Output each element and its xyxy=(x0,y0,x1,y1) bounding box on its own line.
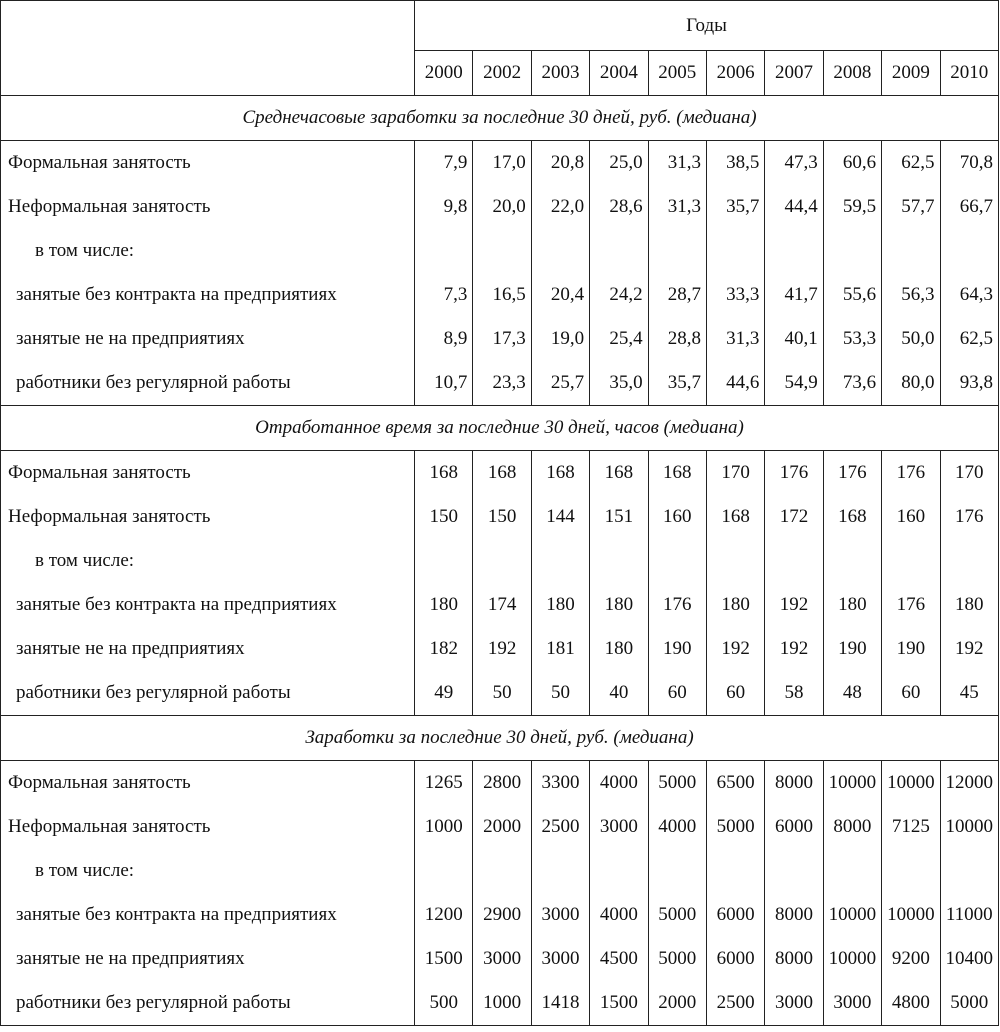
value-cell: 54,9 xyxy=(765,361,823,406)
value-cell: 17,3 xyxy=(473,317,531,361)
value-cell xyxy=(823,849,881,893)
value-cell xyxy=(473,229,531,273)
value-cell: 8,9 xyxy=(415,317,473,361)
row-label: работники без регулярной работы xyxy=(1,361,415,406)
value-cell: 20,4 xyxy=(531,273,589,317)
value-cell: 38,5 xyxy=(706,141,764,186)
table-row xyxy=(1,185,999,229)
value-cell: 53,3 xyxy=(823,317,881,361)
value-cell: 6500 xyxy=(706,761,764,806)
table-row xyxy=(1,317,999,361)
year-header-2000: 2000 xyxy=(415,51,473,96)
value-cell: 3000 xyxy=(531,893,589,937)
value-cell: 172 xyxy=(765,495,823,539)
value-cell: 1418 xyxy=(531,981,589,1026)
value-cell: 168 xyxy=(706,495,764,539)
row-label: занятые без контракта на предприятиях xyxy=(1,583,415,627)
value-cell: 180 xyxy=(706,583,764,627)
value-cell: 176 xyxy=(882,451,940,496)
row-label: занятые без контракта на предприятиях xyxy=(1,273,415,317)
value-cell: 192 xyxy=(765,627,823,671)
value-cell: 33,3 xyxy=(706,273,764,317)
value-cell: 150 xyxy=(415,495,473,539)
value-cell xyxy=(823,229,881,273)
value-cell: 64,3 xyxy=(940,273,999,317)
value-cell: 2000 xyxy=(648,981,706,1026)
value-cell xyxy=(531,849,589,893)
year-header-2009: 2009 xyxy=(882,51,940,96)
value-cell: 60,6 xyxy=(823,141,881,186)
value-cell: 35,0 xyxy=(590,361,648,406)
value-cell: 192 xyxy=(765,583,823,627)
value-cell: 190 xyxy=(648,627,706,671)
value-cell: 73,6 xyxy=(823,361,881,406)
value-cell: 176 xyxy=(940,495,999,539)
section-header-row xyxy=(1,406,999,451)
value-cell xyxy=(706,849,764,893)
value-cell: 25,4 xyxy=(590,317,648,361)
value-cell: 2500 xyxy=(531,805,589,849)
value-cell: 60 xyxy=(882,671,940,716)
value-cell: 56,3 xyxy=(882,273,940,317)
value-cell xyxy=(882,849,940,893)
value-cell xyxy=(706,229,764,273)
value-cell: 20,8 xyxy=(531,141,589,186)
value-cell: 60 xyxy=(706,671,764,716)
row-label: работники без регулярной работы xyxy=(1,671,415,716)
row-label: Неформальная занятость xyxy=(1,805,415,849)
value-cell: 23,3 xyxy=(473,361,531,406)
value-cell: 10000 xyxy=(823,761,881,806)
value-cell xyxy=(415,539,473,583)
value-cell: 1500 xyxy=(415,937,473,981)
value-cell: 28,7 xyxy=(648,273,706,317)
value-cell xyxy=(531,229,589,273)
value-cell: 2900 xyxy=(473,893,531,937)
value-cell: 7125 xyxy=(882,805,940,849)
value-cell: 40,1 xyxy=(765,317,823,361)
table-row xyxy=(1,937,999,981)
value-cell: 190 xyxy=(823,627,881,671)
year-header-2006: 2006 xyxy=(706,51,764,96)
value-cell: 180 xyxy=(590,583,648,627)
value-cell: 3000 xyxy=(823,981,881,1026)
value-cell xyxy=(706,539,764,583)
value-cell: 10,7 xyxy=(415,361,473,406)
value-cell: 1000 xyxy=(415,805,473,849)
year-header-2008: 2008 xyxy=(823,51,881,96)
value-cell: 6000 xyxy=(706,937,764,981)
value-cell: 170 xyxy=(940,451,999,496)
value-cell: 28,8 xyxy=(648,317,706,361)
row-label: в том числе: xyxy=(1,849,415,893)
value-cell: 10000 xyxy=(940,805,999,849)
value-cell: 62,5 xyxy=(940,317,999,361)
value-cell: 151 xyxy=(590,495,648,539)
value-cell: 8000 xyxy=(823,805,881,849)
value-cell: 17,0 xyxy=(473,141,531,186)
value-cell: 47,3 xyxy=(765,141,823,186)
section-header-row xyxy=(1,716,999,761)
value-cell xyxy=(415,849,473,893)
value-cell: 192 xyxy=(940,627,999,671)
row-label: Формальная занятость xyxy=(1,761,415,806)
value-cell: 49 xyxy=(415,671,473,716)
value-cell: 2000 xyxy=(473,805,531,849)
value-cell: 3000 xyxy=(531,937,589,981)
value-cell: 3300 xyxy=(531,761,589,806)
value-cell: 1000 xyxy=(473,981,531,1026)
value-cell: 25,7 xyxy=(531,361,589,406)
value-cell xyxy=(882,229,940,273)
value-cell: 25,0 xyxy=(590,141,648,186)
value-cell: 16,5 xyxy=(473,273,531,317)
table-row xyxy=(1,451,999,496)
section-title: Среднечасовые заработки за последние 30 дней, руб. (медиана) xyxy=(1,96,999,141)
value-cell: 168 xyxy=(415,451,473,496)
value-cell: 1200 xyxy=(415,893,473,937)
value-cell: 150 xyxy=(473,495,531,539)
value-cell: 5000 xyxy=(940,981,999,1026)
value-cell: 144 xyxy=(531,495,589,539)
value-cell: 7,9 xyxy=(415,141,473,186)
table-row xyxy=(1,805,999,849)
value-cell: 8000 xyxy=(765,893,823,937)
value-cell: 10000 xyxy=(882,761,940,806)
value-cell xyxy=(648,539,706,583)
value-cell: 70,8 xyxy=(940,141,999,186)
year-header-2010: 2010 xyxy=(940,51,999,96)
value-cell: 10400 xyxy=(940,937,999,981)
value-cell xyxy=(940,849,999,893)
row-label: Неформальная занятость xyxy=(1,495,415,539)
table-row xyxy=(1,981,999,1026)
section-header-row xyxy=(1,96,999,141)
value-cell: 176 xyxy=(823,451,881,496)
value-cell: 45 xyxy=(940,671,999,716)
value-cell: 31,3 xyxy=(648,141,706,186)
value-cell: 44,6 xyxy=(706,361,764,406)
value-cell: 2500 xyxy=(706,981,764,1026)
value-cell: 50 xyxy=(531,671,589,716)
table-row xyxy=(1,849,999,893)
value-cell: 168 xyxy=(823,495,881,539)
value-cell xyxy=(473,539,531,583)
value-cell xyxy=(531,539,589,583)
value-cell xyxy=(940,229,999,273)
value-cell: 4000 xyxy=(590,893,648,937)
row-label: занятые не на предприятиях xyxy=(1,627,415,671)
section-title: Заработки за последние 30 дней, руб. (медиана) xyxy=(1,716,999,761)
value-cell: 6000 xyxy=(706,893,764,937)
value-cell: 3000 xyxy=(765,981,823,1026)
value-cell: 57,7 xyxy=(882,185,940,229)
value-cell: 5000 xyxy=(648,761,706,806)
value-cell xyxy=(473,849,531,893)
value-cell: 168 xyxy=(590,451,648,496)
value-cell xyxy=(882,539,940,583)
table-body xyxy=(1,96,999,1026)
value-cell: 182 xyxy=(415,627,473,671)
value-cell: 4000 xyxy=(590,761,648,806)
value-cell: 10000 xyxy=(823,893,881,937)
value-cell: 50 xyxy=(473,671,531,716)
value-cell xyxy=(590,229,648,273)
row-label: в том числе: xyxy=(1,229,415,273)
value-cell: 170 xyxy=(706,451,764,496)
value-cell xyxy=(590,539,648,583)
year-header-2003: 2003 xyxy=(531,51,589,96)
value-cell: 9200 xyxy=(882,937,940,981)
row-label: занятые не на предприятиях xyxy=(1,937,415,981)
row-label: в том числе: xyxy=(1,539,415,583)
table-row xyxy=(1,627,999,671)
table-row xyxy=(1,141,999,186)
value-cell: 181 xyxy=(531,627,589,671)
value-cell: 66,7 xyxy=(940,185,999,229)
value-cell: 5000 xyxy=(648,937,706,981)
value-cell: 180 xyxy=(531,583,589,627)
value-cell xyxy=(823,539,881,583)
value-cell: 41,7 xyxy=(765,273,823,317)
row-label: работники без регулярной работы xyxy=(1,981,415,1026)
row-label: Неформальная занятость xyxy=(1,185,415,229)
table-row xyxy=(1,583,999,627)
value-cell: 10000 xyxy=(823,937,881,981)
value-cell: 168 xyxy=(473,451,531,496)
value-cell: 59,5 xyxy=(823,185,881,229)
value-cell: 9,8 xyxy=(415,185,473,229)
value-cell: 190 xyxy=(882,627,940,671)
table-row xyxy=(1,671,999,716)
value-cell: 192 xyxy=(706,627,764,671)
row-label: занятые без контракта на предприятиях xyxy=(1,893,415,937)
value-cell xyxy=(590,849,648,893)
header-corner-cell xyxy=(1,1,415,96)
row-label: занятые не на предприятиях xyxy=(1,317,415,361)
value-cell: 19,0 xyxy=(531,317,589,361)
value-cell: 28,6 xyxy=(590,185,648,229)
value-cell: 3000 xyxy=(473,937,531,981)
value-cell: 174 xyxy=(473,583,531,627)
value-cell xyxy=(765,229,823,273)
value-cell xyxy=(765,849,823,893)
value-cell: 22,0 xyxy=(531,185,589,229)
year-header-2002: 2002 xyxy=(473,51,531,96)
value-cell: 168 xyxy=(531,451,589,496)
value-cell: 31,3 xyxy=(706,317,764,361)
value-cell: 160 xyxy=(882,495,940,539)
value-cell: 11000 xyxy=(940,893,999,937)
value-cell: 35,7 xyxy=(706,185,764,229)
value-cell: 180 xyxy=(415,583,473,627)
value-cell: 31,3 xyxy=(648,185,706,229)
value-cell: 48 xyxy=(823,671,881,716)
value-cell: 8000 xyxy=(765,937,823,981)
value-cell: 168 xyxy=(648,451,706,496)
value-cell xyxy=(940,539,999,583)
value-cell: 192 xyxy=(473,627,531,671)
value-cell: 4000 xyxy=(648,805,706,849)
value-cell: 4800 xyxy=(882,981,940,1026)
value-cell: 12000 xyxy=(940,761,999,806)
value-cell: 180 xyxy=(590,627,648,671)
value-cell: 80,0 xyxy=(882,361,940,406)
table-row xyxy=(1,495,999,539)
value-cell: 50,0 xyxy=(882,317,940,361)
value-cell: 93,8 xyxy=(940,361,999,406)
value-cell: 180 xyxy=(940,583,999,627)
value-cell: 7,3 xyxy=(415,273,473,317)
value-cell: 20,0 xyxy=(473,185,531,229)
value-cell: 4500 xyxy=(590,937,648,981)
table-row xyxy=(1,761,999,806)
value-cell: 1265 xyxy=(415,761,473,806)
value-cell: 44,4 xyxy=(765,185,823,229)
value-cell: 24,2 xyxy=(590,273,648,317)
year-header-2007: 2007 xyxy=(765,51,823,96)
table-row xyxy=(1,273,999,317)
value-cell: 2800 xyxy=(473,761,531,806)
value-cell: 60 xyxy=(648,671,706,716)
value-cell: 176 xyxy=(882,583,940,627)
table-row xyxy=(1,539,999,583)
table-row xyxy=(1,229,999,273)
value-cell: 160 xyxy=(648,495,706,539)
table-row xyxy=(1,893,999,937)
year-header-2004: 2004 xyxy=(590,51,648,96)
value-cell: 58 xyxy=(765,671,823,716)
value-cell: 10000 xyxy=(882,893,940,937)
value-cell: 176 xyxy=(765,451,823,496)
years-title: Годы xyxy=(415,1,999,51)
value-cell: 1500 xyxy=(590,981,648,1026)
value-cell: 40 xyxy=(590,671,648,716)
value-cell: 5000 xyxy=(706,805,764,849)
value-cell: 62,5 xyxy=(882,141,940,186)
year-header-2005: 2005 xyxy=(648,51,706,96)
row-label: Формальная занятость xyxy=(1,141,415,186)
value-cell: 55,6 xyxy=(823,273,881,317)
value-cell: 35,7 xyxy=(648,361,706,406)
value-cell xyxy=(415,229,473,273)
value-cell: 3000 xyxy=(590,805,648,849)
value-cell xyxy=(648,849,706,893)
table-header xyxy=(1,1,999,96)
value-cell: 6000 xyxy=(765,805,823,849)
value-cell: 176 xyxy=(648,583,706,627)
value-cell xyxy=(648,229,706,273)
value-cell xyxy=(765,539,823,583)
table-row xyxy=(1,361,999,406)
value-cell: 8000 xyxy=(765,761,823,806)
row-label: Формальная занятость xyxy=(1,451,415,496)
value-cell: 180 xyxy=(823,583,881,627)
value-cell: 500 xyxy=(415,981,473,1026)
section-title: Отработанное время за последние 30 дней, часов (медиана) xyxy=(1,406,999,451)
value-cell: 5000 xyxy=(648,893,706,937)
